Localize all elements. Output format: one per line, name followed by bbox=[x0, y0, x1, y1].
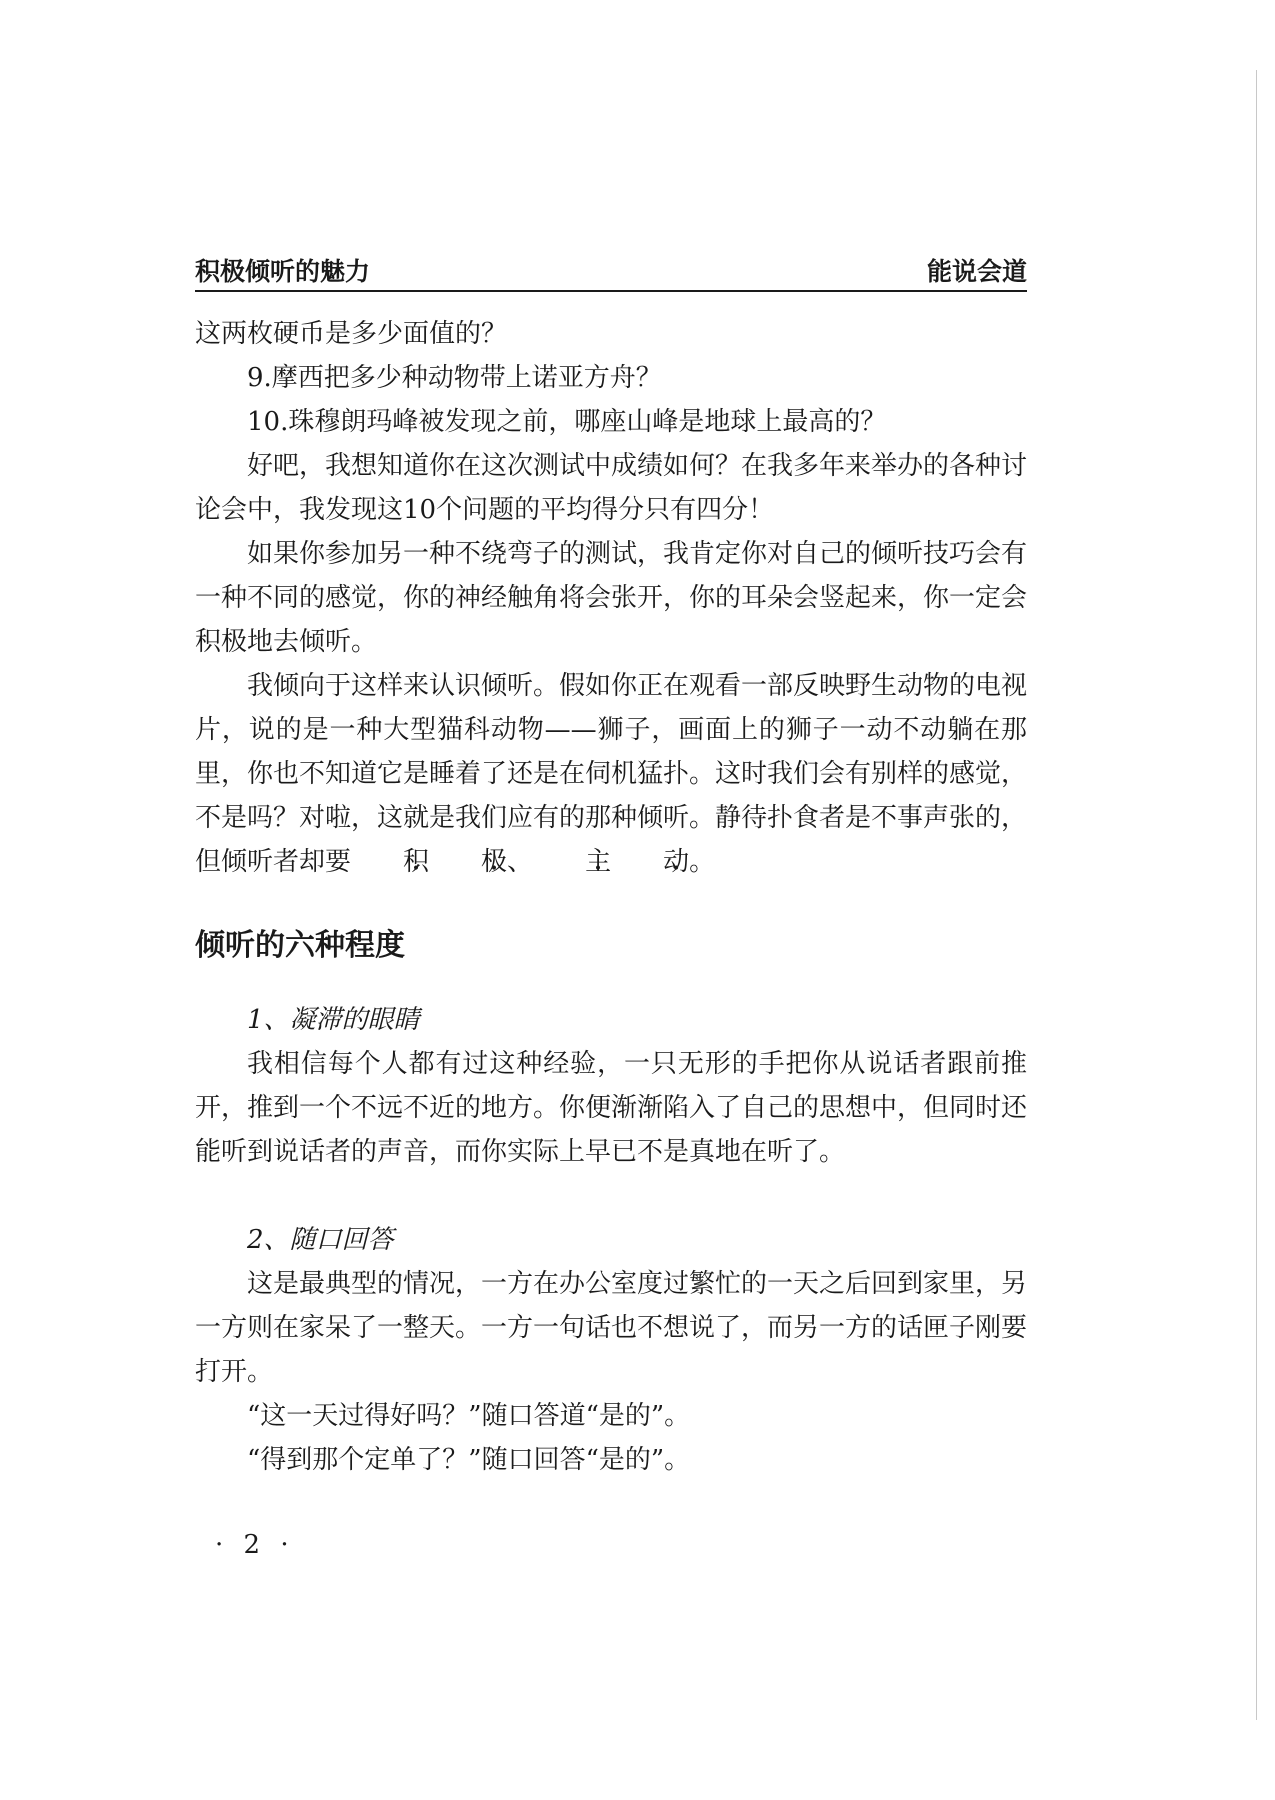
scan-edge-line bbox=[1256, 70, 1257, 1720]
paragraph-question-9: 9.摩西把多少种动物带上诺亚方舟？ bbox=[247, 363, 662, 393]
emphasis-char: 主 • bbox=[533, 840, 611, 884]
running-header bbox=[195, 248, 1027, 292]
page-body bbox=[195, 312, 1027, 1482]
paragraph-test-result: 好吧，我想知道你在这次测试中成绩如何？在我多年来举办的各种讨论会中，我发现这10个问题的平均得分只有四分！ bbox=[195, 451, 1028, 525]
paragraph-dialogue-1: “这一天过得好吗？”随口答道“是的”。 bbox=[247, 1401, 691, 1431]
subheading-casual-answer: 2、随口回答 bbox=[247, 1225, 394, 1255]
header-series-title: 能说会道 bbox=[926, 257, 1027, 286]
emphasis-char: 极 • bbox=[429, 840, 507, 884]
emphasis-end: 。 bbox=[689, 847, 716, 877]
emphasis-char: 动 • bbox=[611, 840, 689, 884]
paragraph-wildlife bbox=[195, 664, 1027, 884]
emphasis-separator: 、 bbox=[507, 847, 534, 877]
subheading-glazed-eyes: 1、凝滞的眼睛 bbox=[247, 1005, 420, 1035]
paragraph-dialogue-2: “得到那个定单了？”随口回答“是的”。 bbox=[247, 1445, 691, 1475]
paragraph-wildlife-text: 我倾向于这样来认识倾听。假如你正在观看一部反映野生动物的电视片，说的是一种大型猫科动物——狮子，画面上的狮子一动不动躺在那里，你也不知道它是睡着了还是在伺机猛扑。这时我们会有别样的感觉，不是吗？对啦，这就是我们应有的那种倾听。静待扑食者是不事声张的，但倾听者却要 bbox=[195, 671, 1028, 877]
header-book-title: 积极倾听的魅力 bbox=[195, 257, 371, 286]
paragraph-coins-question: 这两枚硬币是多少面值的？ bbox=[195, 319, 508, 349]
page-number: · 2 · bbox=[215, 1530, 295, 1560]
spacer bbox=[195, 1174, 1027, 1218]
section-title: 倾听的六种程度 bbox=[195, 928, 405, 963]
paragraph-casual-answer: 这是最典型的情况，一方在办公室度过繁忙的一天之后回到家里，另一方则在家呆了一整天。一方一句话也不想说了，而另一方的话匣子刚要打开。 bbox=[195, 1269, 1028, 1387]
paragraph-question-10: 10.珠穆朗玛峰被发现之前，哪座山峰是地球上最高的？ bbox=[247, 407, 887, 437]
paragraph-other-test: 如果你参加另一种不绕弯子的测试，我肯定你对自己的倾听技巧会有一种不同的感觉，你的神经触角将会张开，你的耳朵会竖起来，你一定会积极地去倾听。 bbox=[195, 539, 1028, 657]
emphasis-char: 积 • bbox=[351, 840, 429, 884]
paragraph-glazed-eyes: 我相信每个人都有过这种经验，一只无形的手把你从说话者跟前推开，推到一个不远不近的地方。你便渐渐陷入了自己的思想中，但同时还能听到说话者的声音，而你实际上早已不是真地在听了。 bbox=[195, 1049, 1028, 1167]
